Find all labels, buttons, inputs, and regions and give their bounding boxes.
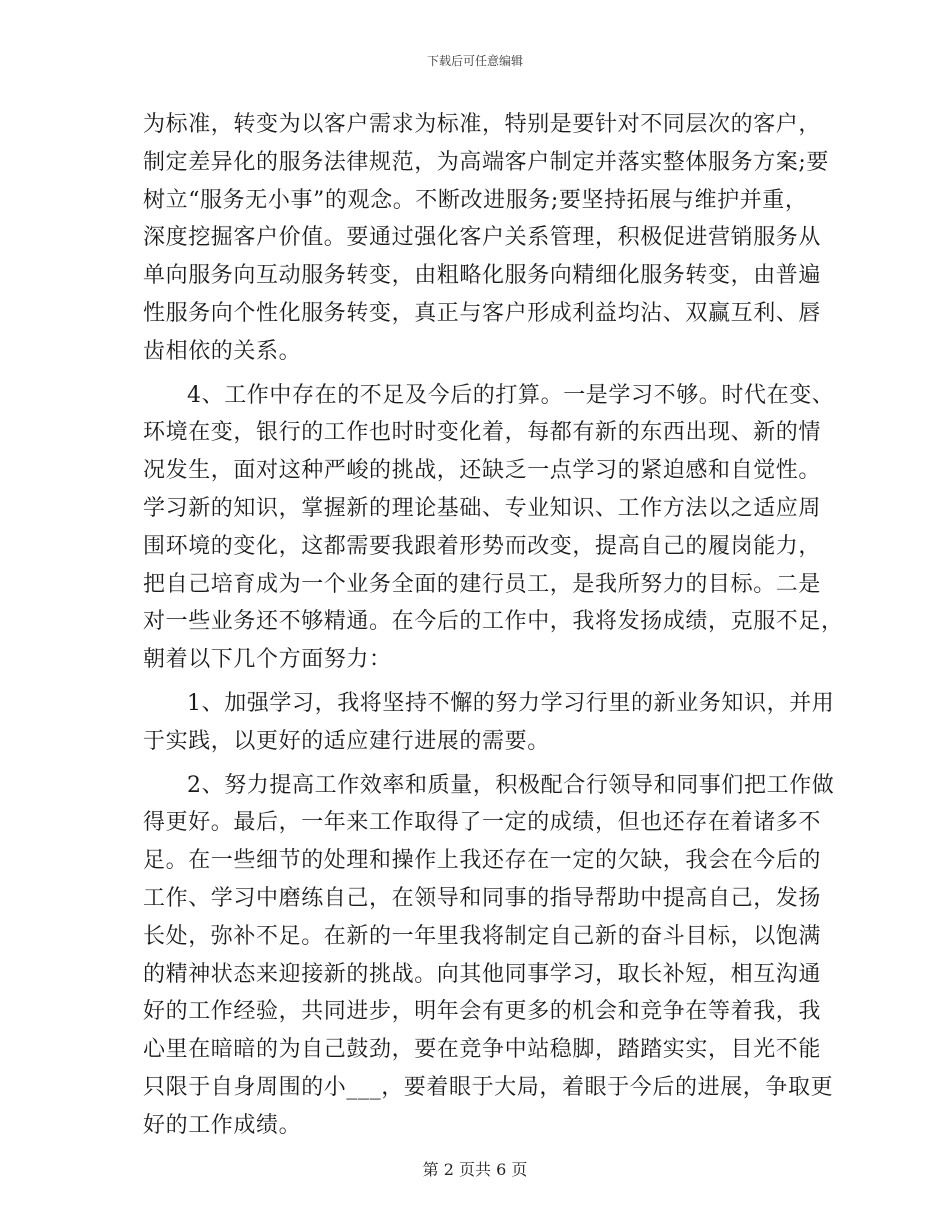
paragraph-3 [143,685,835,761]
text-line: 1、加强学习，我将坚持不懈的努力学习行里的新业务知识，并用 [187,690,835,716]
text-line: 为标准，转变为以客户需求为标准，特别是要针对不同层次的客户， [143,112,822,137]
text-line: 把自己培育成为一个业务全面的建行员工，是我所努力的目标。二是 [143,571,822,597]
text-line: 齿相依的关系。 [143,338,302,364]
text-line: 得更好。最后，一年来工作取得了一定的成绩，但也还存在着诸多不 [143,810,822,836]
text-line: 心里在暗暗的为自己鼓劲，要在竞争中站稳脚，踏踏实实，目光不能 [143,1037,822,1063]
text-line: 朝着以下几个方面努力： [143,647,392,673]
text-line: 足。在一些细节的处理和操作上我还存在一定的欠缺，我会在今后的 [143,848,822,874]
text-line: 学习新的知识，掌握新的理论基础、专业知识、工作方法以之适应周 [143,495,822,521]
text-line: 环境在变，银行的工作也时时变化着，每都有新的东西出现、新的情 [143,420,822,446]
text-line: 好的工作成绩。 [143,1112,302,1138]
text-line: 长处，弥补不足。在新的一年里我将制定自己新的奋斗目标，以饱满 [143,923,822,949]
text-line: 4、工作中存在的不足及今后的打算。一是学习不够。时代在变、 [187,382,835,408]
page-header: 下载后可任意编辑 [426,54,523,68]
text-line: 制定差异化的服务法律规范，为高端客户制定并落实整体服务方案;要 [143,149,830,175]
text-line: 树立“服务无小事”的观念。不断改进服务;要坚持拓展与维护并重， [143,187,808,213]
text-line: 好的工作经验，共同进步，明年会有更多的机会和竞争在等着我，我 [143,999,822,1025]
text-line: 单向服务向互动服务转变，由粗略化服务向精细化服务转变，由普遍 [143,263,822,289]
text-line: 工作、学习中磨练自己，在领导和同事的指导帮助中提高自己，发扬 [143,885,822,911]
text-line: 围环境的变化，这都需要我跟着形势而改变，提高自己的履岗能力， [143,533,822,559]
text-line: 2、努力提高工作效率和质量，积极配合行领导和同事们把工作做 [187,772,835,798]
text-line: 对一些业务还不够精通。在今后的工作中，我将发扬成绩，克服不足， [143,609,844,635]
document-body [143,106,844,1145]
page-number-footer: 第 2 页共 6 页 [422,1160,528,1179]
text-line: 深度挖掘客户价值。要通过强化客户关系管理，积极促进营销服务从 [143,225,822,251]
paragraph-2 [143,377,844,679]
text-line: 性服务向个性化服务转变，真正与客户形成利益均沾、双赢互利、唇 [143,300,822,326]
text-line: 于实践，以更好的适应建行进展的需要。 [143,728,550,754]
text-line: 况发生，面对这种严峻的挑战，还缺乏一点学习的紧迫感和自觉性。 [143,458,822,484]
paragraph-1 [143,106,830,371]
text-line: 只限于自身周围的小___，要着眼于大局，着眼于今后的进展，争取更 [143,1074,834,1100]
paragraph-4 [143,767,835,1145]
text-line: 的精神状态来迎接新的挑战。向其他同事学习，取长补短，相互沟通 [143,961,822,987]
